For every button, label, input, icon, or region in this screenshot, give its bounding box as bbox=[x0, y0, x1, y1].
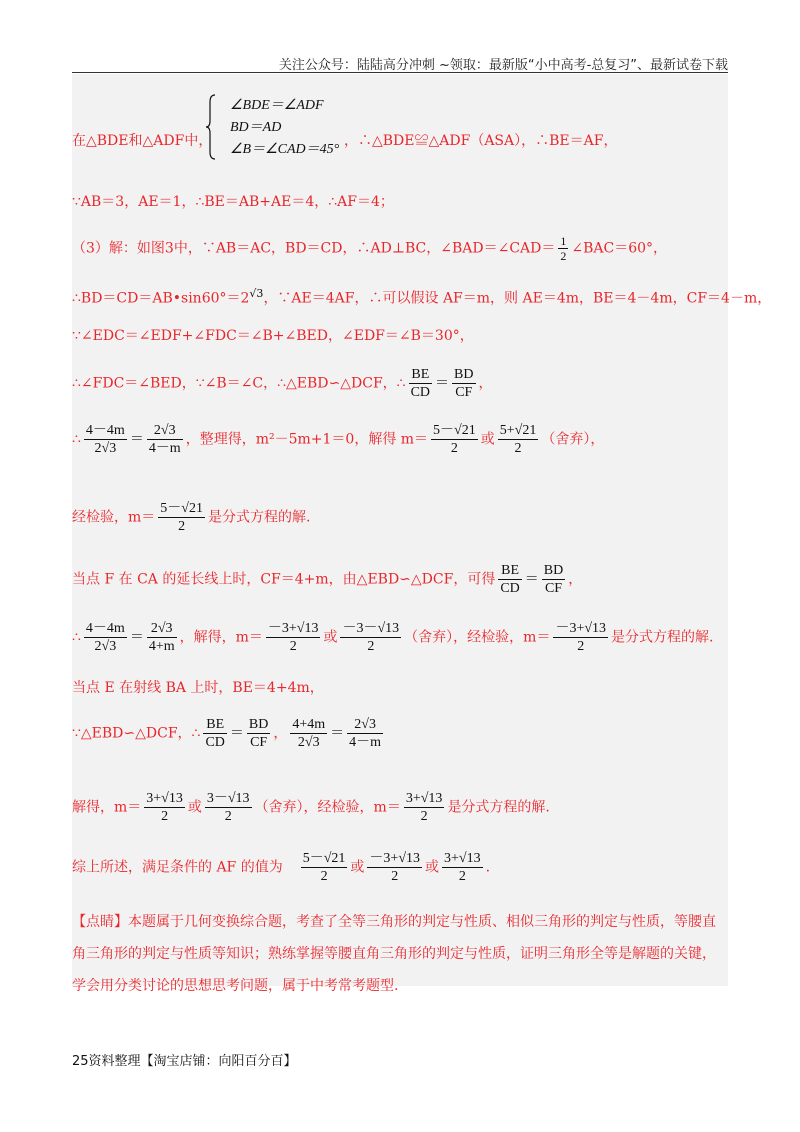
equals-sign: ＝ bbox=[129, 629, 144, 646]
line-summary bbox=[72, 850, 490, 885]
fraction-numerator: 4－4m bbox=[85, 621, 125, 636]
fraction-lhs bbox=[84, 422, 127, 457]
similar-text-a: ∴∠FDC＝∠BED，∵∠B＝∠C，∴△EBD∽△DCF，∴ bbox=[72, 375, 406, 392]
line-congruence bbox=[72, 131, 212, 151]
system-row-2: BD＝AD bbox=[230, 120, 282, 135]
root-1 bbox=[266, 620, 321, 655]
comment-block bbox=[72, 906, 716, 1002]
equation-mid: ，解得，m＝ bbox=[179, 629, 263, 646]
fraction-lhs bbox=[290, 716, 327, 751]
fraction-denominator: CD bbox=[500, 581, 520, 596]
equation-mid: ，整理得，m²－5m+1＝0，解得 m＝ bbox=[185, 431, 429, 448]
fraction-numerator: 5－√21 bbox=[302, 851, 346, 866]
fraction-rhs bbox=[147, 422, 183, 457]
root-2 bbox=[205, 790, 252, 825]
therefore-symbol: ∴ bbox=[72, 629, 81, 646]
equation-system bbox=[206, 94, 346, 160]
fraction-denominator: CF bbox=[250, 735, 268, 750]
solve-text-a: 解得，m＝ bbox=[72, 799, 142, 816]
fraction-lhs bbox=[84, 620, 127, 655]
line-check-1 bbox=[72, 500, 310, 535]
line-ab-ae: ∵AB＝3，AE＝1，∴BE＝AB+AE＝4，∴AF＝4； bbox=[72, 194, 394, 210]
case-f-text-b: ， bbox=[568, 571, 583, 588]
fraction-denominator: 2 bbox=[458, 869, 466, 884]
fraction-denominator: 4+m bbox=[148, 639, 175, 654]
fraction-denominator: 2 bbox=[420, 809, 428, 824]
fraction-numerator: BD bbox=[454, 367, 474, 382]
summary-text: 综上所述，满足条件的 AF 的值为 bbox=[72, 859, 283, 876]
equals-sign: ＝ bbox=[129, 431, 144, 448]
answer-1 bbox=[301, 850, 348, 885]
fraction-numerator: BE bbox=[203, 716, 226, 734]
fraction-numerator: －3+√13 bbox=[369, 851, 421, 866]
rejected-note: （舍弃）， bbox=[541, 431, 605, 448]
fraction-rhs bbox=[347, 716, 383, 751]
similar-text-b: ， bbox=[478, 375, 493, 392]
page-footer: 25资料整理【淘宝店铺：向阳百分百】 bbox=[72, 1054, 297, 1069]
root-1 bbox=[431, 422, 478, 457]
fraction-denominator: CD bbox=[410, 385, 431, 400]
similar2-comma: ， bbox=[273, 725, 288, 742]
fraction-denominator: 2 bbox=[391, 869, 399, 884]
check-text-a: 经检验，m＝ bbox=[72, 509, 156, 526]
solution-note: 是分式方程的解. bbox=[611, 629, 714, 646]
fraction-be-cd bbox=[203, 716, 226, 751]
root-valid bbox=[404, 790, 445, 825]
fraction-bd-cf bbox=[247, 716, 270, 751]
fraction-denominator: 2√3 bbox=[297, 735, 320, 750]
or-word: 或 bbox=[425, 859, 440, 876]
fraction-numerator: 5－√21 bbox=[160, 501, 203, 516]
header-divider bbox=[72, 72, 728, 73]
fraction-denominator: CF bbox=[455, 385, 473, 400]
line-part3 bbox=[72, 234, 667, 263]
fraction-numerator: BE bbox=[498, 562, 521, 580]
comment-line-1: 【点睛】本题属于几何变换综合题，考查了全等三角形的判定与性质、相似三角形的判定与性质，等腰直 bbox=[72, 914, 716, 930]
solution-note: 是分式方程的解. bbox=[447, 799, 550, 816]
or-word: 或 bbox=[187, 799, 202, 816]
fraction-be-cd bbox=[498, 562, 521, 597]
equals-sign: ＝ bbox=[229, 725, 244, 742]
similar2-text-a: ∵△EBD∽△DCF，∴ bbox=[72, 725, 201, 742]
system-row-3: ∠B＝∠CAD＝45° bbox=[230, 142, 340, 157]
line-equation-2 bbox=[72, 620, 714, 655]
fraction-numerator: BD bbox=[543, 563, 564, 578]
fraction-denominator: 2 bbox=[367, 639, 375, 654]
fraction-denominator: 2 bbox=[161, 809, 169, 824]
part3-text-b: ∠BAC＝60°， bbox=[571, 240, 668, 257]
or-word: 或 bbox=[323, 629, 338, 646]
fraction-be-cd bbox=[409, 366, 432, 401]
fraction-bd-cf bbox=[542, 562, 565, 597]
check-text-b: 是分式方程的解. bbox=[207, 509, 311, 526]
fraction-denominator: 2 bbox=[289, 639, 297, 654]
system-row-1: ∠BDE＝∠ADF bbox=[230, 98, 324, 113]
line-case-e: 当点 E 在射线 BA 上时，BE＝4+4m， bbox=[72, 680, 324, 696]
line-similar bbox=[72, 366, 493, 401]
fraction-numerator: 3+√13 bbox=[444, 851, 481, 866]
rejected-note: （舍弃），经检验，m＝ bbox=[254, 799, 401, 816]
root-2 bbox=[340, 620, 401, 655]
part3-text-a: （3）解：如图3中，∵AB＝AC，BD＝CD，∴AD⊥BC，∠BAD＝∠CAD＝ bbox=[72, 240, 556, 257]
rejected-note: （舍弃），经检验，m＝ bbox=[404, 629, 551, 646]
fraction-denominator: CF bbox=[544, 581, 563, 596]
fraction-half bbox=[558, 234, 568, 263]
comment-line-2: 角三角形的判定与性质等知识；熟练掌握等腰直角三角形的判定与性质，证明三角形全等是解题的关键， bbox=[72, 946, 716, 962]
fraction-denominator: 2√3 bbox=[94, 639, 117, 654]
comment-line-3: 学会用分类讨论的思想思考问题，属于中考常考题型. bbox=[72, 978, 399, 994]
case-f-text-a: 当点 F 在 CA 的延长线上时，CF＝4+m，由△EBD∽△DCF，可得 bbox=[72, 571, 496, 588]
fraction-numerator: 4+4m bbox=[292, 717, 326, 732]
fraction-numerator: 5－√21 bbox=[433, 423, 476, 438]
fraction-numerator: 3+√13 bbox=[405, 791, 443, 806]
fraction-denominator: CD bbox=[205, 735, 225, 750]
or-word: 或 bbox=[350, 859, 365, 876]
bd-text-b: ，∵AE＝4AF，∴可以假设 AF＝m，则 AE＝4m，BE＝4－4m，CF＝4－m， bbox=[263, 290, 772, 307]
fraction-numerator: 1 bbox=[560, 234, 567, 248]
equals-sign: ＝ bbox=[524, 571, 539, 588]
fraction-denominator: 2 bbox=[224, 809, 232, 824]
fraction-denominator: 4－m bbox=[148, 441, 181, 456]
answer-3 bbox=[442, 850, 483, 885]
fraction-numerator: 3－√13 bbox=[206, 791, 250, 806]
equals-sign: ＝ bbox=[330, 725, 345, 742]
fraction-denominator: 2 bbox=[560, 249, 567, 263]
line-case-f bbox=[72, 562, 582, 597]
root-valid bbox=[553, 620, 608, 655]
fraction-numerator: －3+√13 bbox=[555, 621, 607, 636]
sqrt3-superscript: √3 bbox=[249, 287, 264, 300]
fraction-denominator: 2 bbox=[577, 639, 585, 654]
fraction-bd-cf bbox=[452, 366, 475, 401]
fraction-denominator: 2 bbox=[450, 441, 458, 456]
therefore-symbol: ∴ bbox=[72, 431, 81, 448]
equals-sign: ＝ bbox=[435, 375, 450, 392]
page-header: 关注公众号：陆陆高分冲刺 ~领取：最新版“小中高考-总复习”、最新试卷下载 bbox=[278, 58, 728, 73]
answer-2 bbox=[367, 850, 422, 885]
fraction-denominator: 2√3 bbox=[94, 441, 117, 456]
fraction-numerator: BE bbox=[409, 366, 432, 384]
line-similar-2 bbox=[72, 716, 386, 751]
fraction-numerator: BD bbox=[248, 717, 269, 732]
summary-end: . bbox=[485, 859, 491, 876]
bd-text-a: ∴BD＝CD＝AB•sin60°＝2 bbox=[72, 290, 250, 307]
fraction-denominator: 2 bbox=[514, 441, 522, 456]
line-solution-3 bbox=[72, 790, 550, 825]
line-bd-cd bbox=[72, 284, 771, 309]
line-equation-1 bbox=[72, 422, 604, 457]
root-valid bbox=[158, 500, 205, 535]
fraction-numerator: －3－√13 bbox=[342, 621, 400, 636]
fraction-numerator: 5+√21 bbox=[499, 423, 537, 438]
fraction-denominator: 2 bbox=[320, 869, 328, 884]
root-1 bbox=[144, 790, 185, 825]
congruence-conclusion: ，∴△BDE≌△ADF（ASA），∴BE＝AF， bbox=[344, 133, 618, 149]
fraction-numerator: 3+√13 bbox=[146, 791, 183, 806]
or-word: 或 bbox=[480, 431, 495, 448]
left-brace-icon bbox=[206, 94, 216, 160]
congruence-prefix: 在△BDE和△ADF中， bbox=[72, 133, 213, 149]
fraction-numerator: 2√3 bbox=[147, 620, 177, 638]
fraction-denominator: 4－m bbox=[349, 735, 382, 750]
fraction-numerator: －3+√13 bbox=[267, 621, 319, 636]
fraction-rhs bbox=[147, 620, 177, 655]
fraction-numerator: 2√3 bbox=[147, 422, 183, 440]
fraction-denominator: 2 bbox=[178, 519, 186, 534]
line-angle-edc: ∵∠EDC＝∠EDF+∠FDC＝∠B+∠BED，∠EDF＝∠B＝30°， bbox=[72, 328, 474, 344]
root-2 bbox=[498, 422, 539, 457]
fraction-numerator: 2√3 bbox=[347, 716, 383, 734]
fraction-numerator: 4－4m bbox=[85, 423, 125, 438]
